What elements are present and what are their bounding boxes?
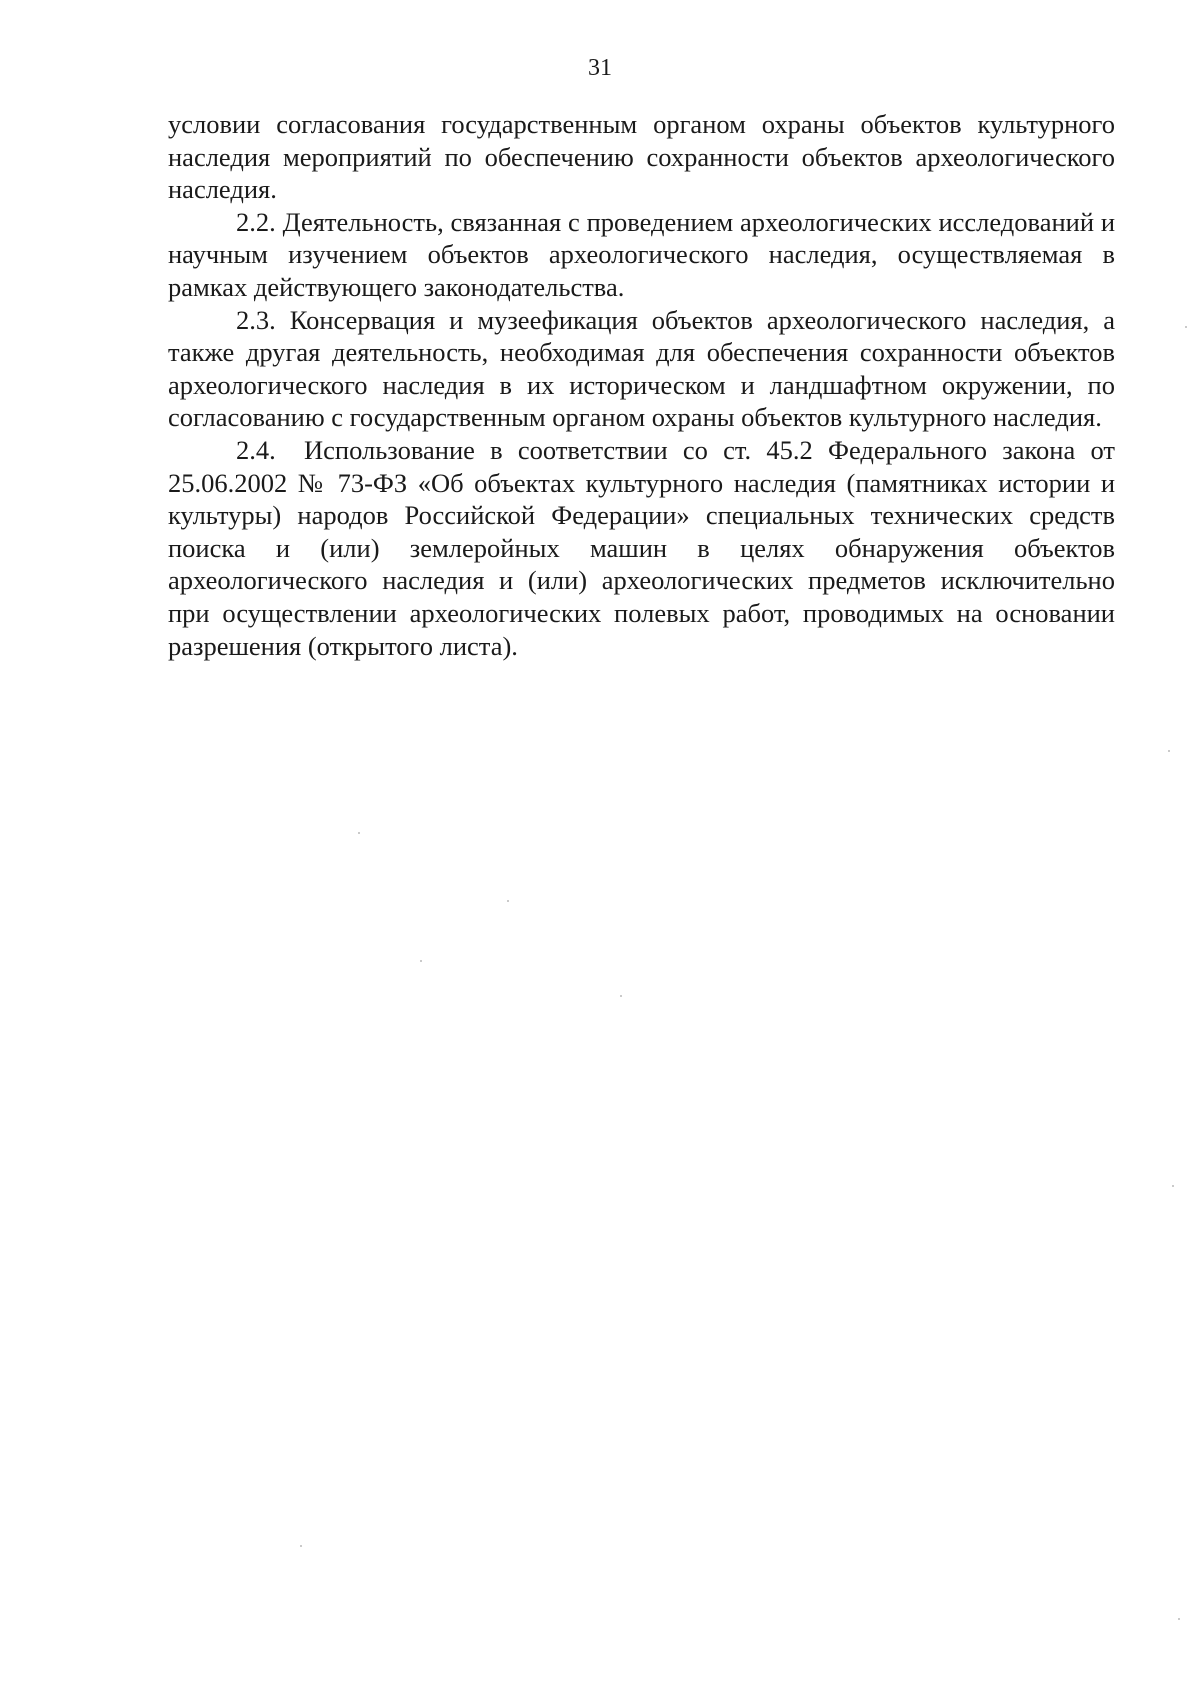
item-number: 2.3. <box>236 304 276 335</box>
paragraph-continuation <box>168 108 1115 206</box>
scan-speck <box>358 832 360 834</box>
scan-speck <box>507 900 509 902</box>
scan-speck <box>1172 1185 1174 1187</box>
item-number: 2.4. <box>236 434 276 465</box>
item-number: 2.2. <box>236 206 276 237</box>
scan-speck <box>420 960 422 962</box>
paragraph-text: Деятельность, связанная с проведением археологических исследований и научным изучением объектов археологического наследия, осуществляемая в рамках действующего законодательства. <box>168 206 1116 302</box>
scan-speck <box>300 1545 302 1547</box>
paragraph-2-3 <box>168 304 1115 434</box>
paragraph-text: Консервация и музеефикация объектов археологического наследия, а также другая деятельность, необходимая для обеспечения сохранности объектов археологического наследия в их историческом и ландшафтном окружении, по согласованию с государственным органом охраны объектов культурного наследия. <box>168 304 1116 433</box>
scan-speck <box>620 995 622 997</box>
scan-speck <box>1185 326 1187 328</box>
scan-speck <box>1178 1618 1180 1620</box>
page-number: 31 <box>588 55 612 81</box>
scan-speck <box>1168 750 1170 752</box>
document-body <box>168 108 1115 662</box>
paragraph-text: условии согласования государственным органом охраны объектов культурного наследия мероприятий по обеспечению сохранности объектов археологического наследия. <box>168 109 1115 205</box>
paragraph-2-4 <box>168 434 1115 662</box>
paragraph-text: Использование в соответствии со ст. 45.2 Федерального закона от 25.06.2002 № 73-ФЗ «Об объектах культурного наследия (памятниках истории и культуры) народов Российской Федерации» специальных технических средств поиска и (или) землеройных машин в целях обнаружения объектов археологического наследия и (или) археологических предметов исключительно при осуществлении археологических полевых работ, проводимых на основании разрешения (открытого листа). <box>168 434 1115 661</box>
paragraph-2-2 <box>168 206 1115 304</box>
